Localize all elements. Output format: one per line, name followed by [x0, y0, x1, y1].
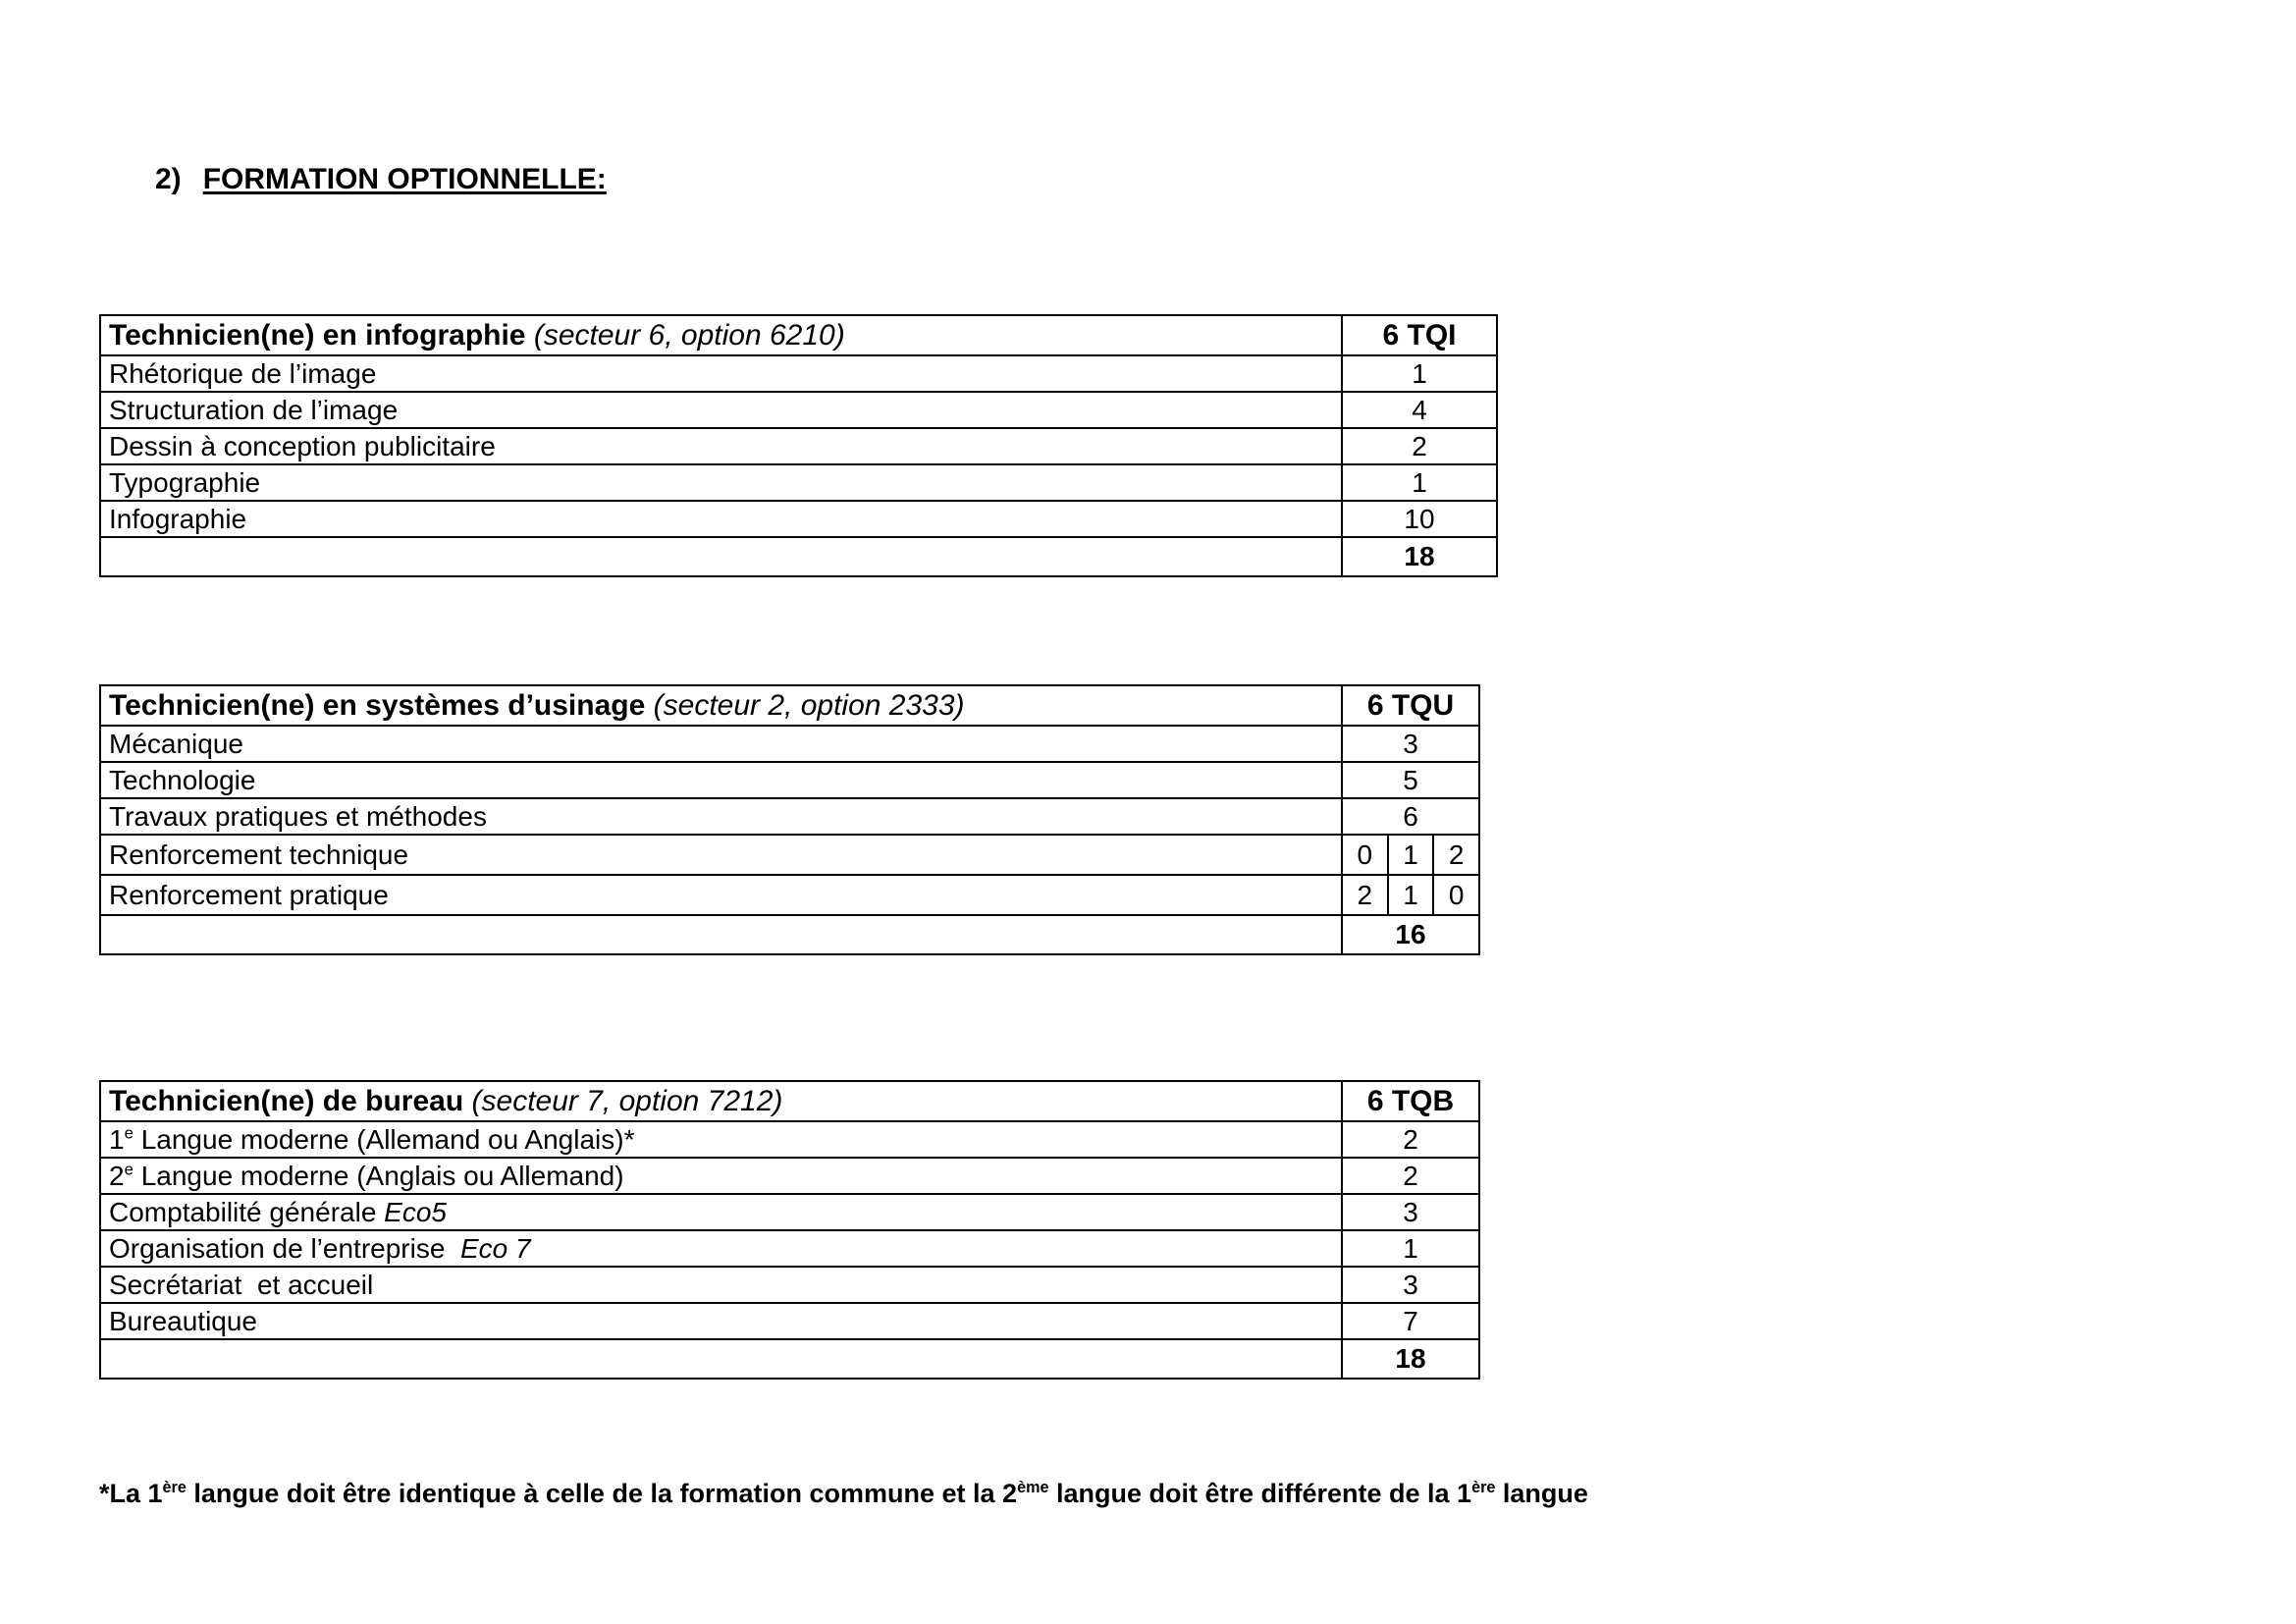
hours-options [1343, 876, 1478, 914]
hours-cell: 6 [1342, 798, 1479, 835]
table-row [100, 501, 1497, 537]
table-usinage [99, 684, 1480, 955]
table-header-row [100, 315, 1497, 355]
total-row [100, 537, 1497, 576]
course-title-cell [100, 685, 1342, 726]
subject-cell: Bureautique [100, 1303, 1342, 1339]
hours-option: 1 [1387, 876, 1433, 914]
total-label-cell [100, 537, 1342, 576]
footnote-text: *La 1 [99, 1479, 163, 1508]
ordinal-suffix: e [124, 1160, 133, 1179]
course-sector: (secteur 2, option 2333) [653, 689, 965, 722]
hours-cell: 1 [1342, 355, 1497, 392]
course-title-cell [100, 315, 1342, 355]
hours-cell: 5 [1342, 762, 1479, 798]
table-row [100, 726, 1479, 762]
hours-option: 2 [1357, 880, 1373, 910]
class-code: 6 TQI [1342, 315, 1497, 355]
hours-option: 2 [1432, 836, 1478, 874]
hours-options [1343, 836, 1478, 874]
class-code: 6 TQU [1342, 685, 1479, 726]
course-name: Technicien(ne) de bureau [109, 1085, 464, 1117]
hours-cell: 4 [1342, 392, 1497, 428]
subject-text: Comptabilité générale [109, 1197, 377, 1227]
course-sector: (secteur 7, option 7212) [471, 1085, 783, 1117]
total-label-cell [100, 1339, 1342, 1379]
hours-cell: 1 [1342, 464, 1497, 501]
hours-cell: 2 [1342, 1121, 1479, 1158]
table-row [100, 428, 1497, 464]
footnote-sup: ème [1017, 1479, 1049, 1496]
footnote-text: langue [1495, 1479, 1588, 1508]
subject-cell: Secrétariat et accueil [100, 1267, 1342, 1303]
hours-cell: 3 [1342, 1194, 1479, 1230]
table-row [100, 1121, 1479, 1158]
total-row [100, 915, 1479, 954]
course-name: Technicien(ne) en systèmes d’usinage [109, 689, 646, 722]
table-row [100, 392, 1497, 428]
subject-cell [100, 1194, 1342, 1230]
course-name: Technicien(ne) en infographie [109, 319, 526, 352]
table-row [100, 355, 1497, 392]
hours-option: 0 [1432, 876, 1478, 914]
subject-cell: Renforcement technique [100, 835, 1342, 875]
table-row [100, 762, 1479, 798]
course-sector: (secteur 6, option 6210) [533, 319, 845, 352]
hours-options-cell [1342, 875, 1479, 915]
total-hours: 18 [1342, 1339, 1479, 1379]
subject-cell: Infographie [100, 501, 1342, 537]
table-row [100, 798, 1479, 835]
hours-option: 1 [1387, 836, 1433, 874]
total-row [100, 1339, 1479, 1379]
footnote [99, 1479, 1588, 1509]
table-header-row [100, 685, 1479, 726]
subject-cell: Rhétorique de l’image [100, 355, 1342, 392]
section-number: 2) [155, 163, 182, 195]
table-row [100, 835, 1479, 875]
footnote-text: langue doit être différente de la 1 [1048, 1479, 1472, 1508]
hours-option: 0 [1357, 839, 1373, 870]
table-row [100, 464, 1497, 501]
table-row [100, 1194, 1479, 1230]
subject-cell [100, 1230, 1342, 1267]
subject-cell: Mécanique [100, 726, 1342, 762]
table-row [100, 1303, 1479, 1339]
table-header-row [100, 1081, 1479, 1121]
subject-cell [100, 1121, 1342, 1158]
hours-cell: 2 [1342, 428, 1497, 464]
hours-cell: 3 [1342, 1267, 1479, 1303]
subject-text: Langue moderne (Allemand ou Anglais)* [140, 1124, 635, 1155]
hours-cell: 7 [1342, 1303, 1479, 1339]
subject-cell: Typographie [100, 464, 1342, 501]
hours-options-cell [1342, 835, 1479, 875]
footnote-sup: ère [162, 1479, 187, 1496]
ordinal: 2 [109, 1161, 125, 1191]
table-row [100, 1267, 1479, 1303]
ordinal-suffix: e [124, 1123, 133, 1143]
subject-cell: Renforcement pratique [100, 875, 1342, 915]
hours-cell: 10 [1342, 501, 1497, 537]
section-title: FORMATION OPTIONNELLE: [202, 163, 607, 195]
subject-cell: Structuration de l’image [100, 392, 1342, 428]
total-hours: 18 [1342, 537, 1497, 576]
subject-text: Organisation de l’entreprise [109, 1233, 454, 1264]
total-hours: 16 [1342, 915, 1479, 954]
footnote-text: langue doit être identique à celle de la formation commune et la 2 [186, 1479, 1018, 1508]
subject-cell: Technologie [100, 762, 1342, 798]
table-row [100, 1158, 1479, 1194]
footnote-sup: ère [1471, 1479, 1496, 1496]
subject-tag: Eco 7 [459, 1233, 531, 1264]
subject-cell: Dessin à conception publicitaire [100, 428, 1342, 464]
subject-text: Langue moderne (Anglais ou Allemand) [140, 1161, 624, 1191]
hours-cell: 2 [1342, 1158, 1479, 1194]
subject-tag: Eco5 [384, 1197, 447, 1227]
course-title-cell [100, 1081, 1342, 1121]
total-label-cell [100, 915, 1342, 954]
section-heading [155, 163, 607, 196]
table-row [100, 1230, 1479, 1267]
class-code: 6 TQB [1342, 1081, 1479, 1121]
subject-cell: Travaux pratiques et méthodes [100, 798, 1342, 835]
table-row [100, 875, 1479, 915]
ordinal: 1 [109, 1124, 125, 1155]
hours-cell: 1 [1342, 1230, 1479, 1267]
subject-cell [100, 1158, 1342, 1194]
table-bureau [99, 1080, 1480, 1380]
hours-cell: 3 [1342, 726, 1479, 762]
table-infographie [99, 314, 1498, 577]
